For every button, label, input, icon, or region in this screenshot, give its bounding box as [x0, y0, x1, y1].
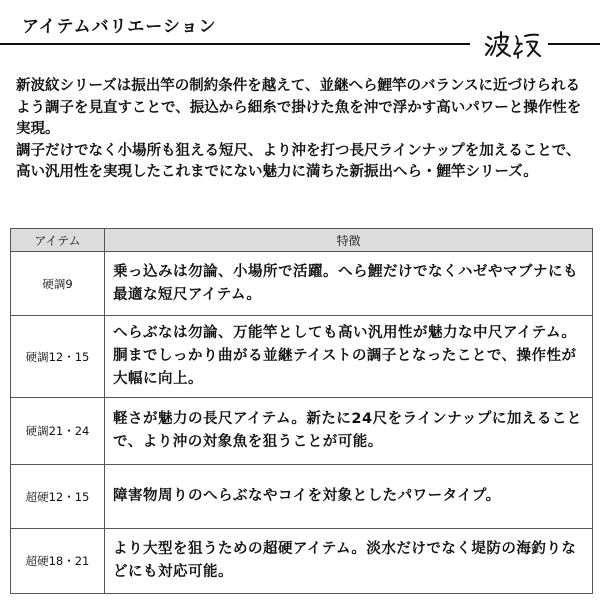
column-header-item: アイテム	[11, 229, 105, 252]
hamon-logo	[478, 27, 544, 61]
intro-paragraph-1: 新波紋シリーズは振出竿の制約条件を越えて、並継へら鯉竿のバランスに近づけられるよう調子を見直すことで、振込から細糸で掛けた魚を沖で浮かす高いパワーと操作性を実現。	[16, 78, 582, 137]
table-row	[11, 529, 593, 594]
item-name: 超硬12・15	[11, 465, 105, 529]
item-name: 超硬18・21	[11, 529, 105, 594]
table-header-row	[11, 229, 593, 252]
item-name: 硬調21・24	[11, 398, 105, 465]
item-feature: へらぶなは勿論、万能竿としても高い汎用性が魅力な中尺アイテム。胴までしっかり曲がる並継テイストの調子となったことで、操作性が大幅に向上。	[105, 316, 593, 398]
table-row	[11, 398, 593, 465]
header	[0, 0, 600, 60]
table-row	[11, 316, 593, 398]
table-row	[11, 465, 593, 529]
item-name: 硬調9	[11, 252, 105, 316]
item-feature: 障害物周りのへらぶなやコイを対象としたパワータイプ。	[105, 465, 593, 529]
intro-text	[16, 76, 586, 184]
intro-paragraph-2: 調子だけでなく小場所も狙える短尺、より沖を打つ長尺ラインナップを加えることで、高い汎用性を実現したこれまでにない魅力に満ちた新振出へら・鯉竿シリーズ。	[16, 142, 581, 180]
header-rule-left	[0, 43, 470, 45]
item-feature: 軽さが魅力の長尺アイテム。新たに24尺をラインナップに加えることで、より沖の対象魚を狙うことが可能。	[105, 398, 593, 465]
header-rule-right	[548, 43, 600, 45]
item-feature: より大型を狙うための超硬アイテム。淡水だけでなく堤防の海釣りなどにも対応可能。	[105, 529, 593, 594]
column-header-feature: 特徴	[105, 229, 593, 252]
item-name: 硬調12・15	[11, 316, 105, 398]
table-row	[11, 252, 593, 316]
item-variation-table	[10, 228, 593, 594]
page-title: アイテムバリエーション	[22, 17, 217, 37]
item-feature: 乗っ込みは勿論、小場所で活躍。へら鯉だけでなくハゼやマブナにも最適な短尺アイテム。	[105, 252, 593, 316]
